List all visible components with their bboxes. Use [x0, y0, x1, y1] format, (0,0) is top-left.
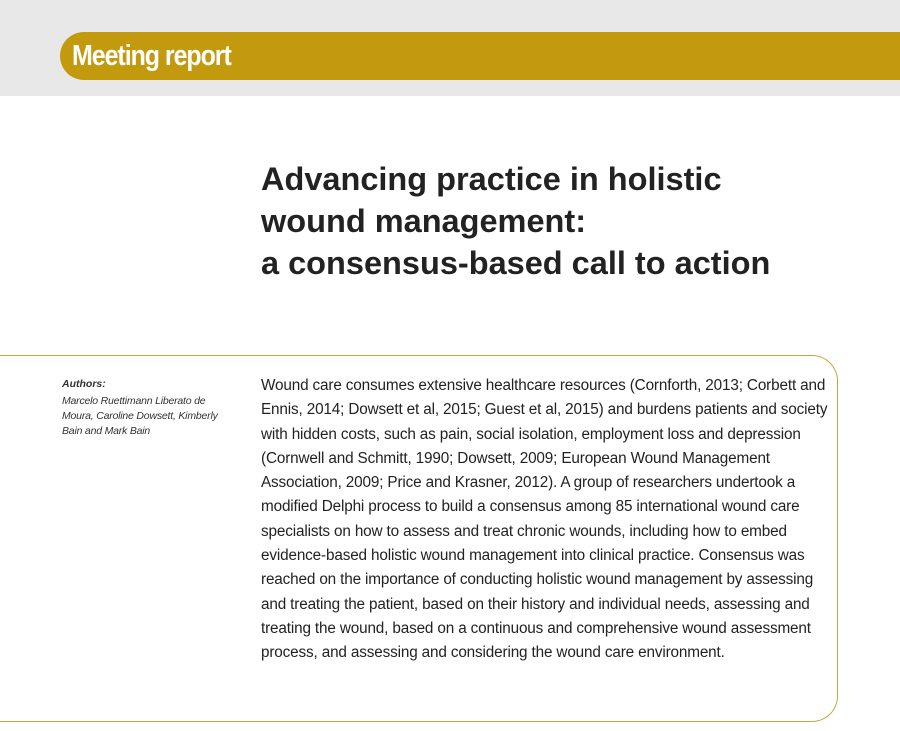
- section-label: Meeting report: [72, 40, 231, 72]
- title-line-1: Advancing practice in holistic: [261, 161, 722, 197]
- title-line-2: wound management:: [261, 203, 587, 239]
- authors-heading: Authors:: [62, 378, 106, 390]
- article-title: [261, 158, 881, 284]
- abstract-text: Wound care consumes extensive healthcare resources (Cornforth, 2013; Corbett and Ennis, 2014; Dowsett et al, 2015; Guest et al, 2015) and burdens patients and society with hidden costs, such as pain, social isolation, employment loss and depression (Cornwell and Schmitt, 1990; Dowsett, 2009; European Wound Management Association, 2009; Price and Krasner, 2012). A group of researchers undertook a modified Delphi process to build a consensus among 85 international wound care specialists on how to assess and treat chronic wounds, including how to embed evidence-based holistic wound management into clinical practice. Consensus was reached on the importance of conducting holistic wound management by assessing and treating the patient, based on their history and individual needs, assessing and treating the wound, based on a continuous and comprehensive wound assessment process, and assessing and considering the wound care environment.: [261, 377, 828, 662]
- authors-names: Marcelo Ruettimann Liberato de Moura, Caroline Dowsett, Kimberly Bain and Mark Bain: [62, 395, 218, 437]
- title-line-3: a consensus-based call to action: [261, 245, 771, 281]
